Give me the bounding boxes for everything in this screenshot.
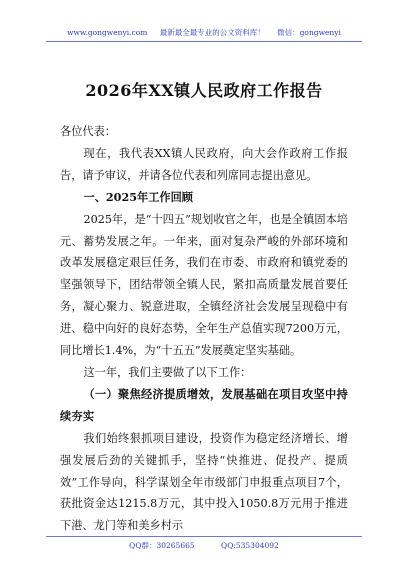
work-intro-paragraph: 这一年，我们主要做了以下工作： (83, 365, 252, 379)
header-wechat: 微信：gongwenyi (277, 28, 341, 37)
section-heading: 一、2025年工作回顾 (83, 189, 193, 204)
page-footer (0, 540, 408, 551)
intro-paragraph: 现在，我代表XX镇人民政府，向大会作政府工作报告，请予审议，并请各位代表和列席同志提出意见。 (60, 146, 348, 182)
footer-divider (46, 536, 362, 537)
footer-qq: QQ:535304092 (221, 541, 279, 550)
review-paragraph: 2025年，是“十四五”规划收官之年，也是全镇固本培元、蓄势发展之年。一年来，面对复杂严峻的外部环境和改革发展稳定艰巨任务，我们在市委、市政府和镇党委的坚强领导下，团结带领全镇人民，紧扣高质量发展首要任务，凝心聚力、锐意进取，全镇经济社会发展呈现稳中有进、稳中向好的良好态势，全年生产总值实现7200万元，同比增长1.4%，为“十五五”发展奠定坚实基础。 (60, 212, 348, 358)
project-paragraph: 我们始终狠抓项目建设，投资作为稳定经济增长、增强发展后劲的关键抓手，坚持“快推进、促投产、提质效”工作导向，科学谋划全年市级部门申报重点项目7个，获批资金达1215.8万元，其中投入1050.8万元用于推进下港、龙门等和美乡村示 (60, 431, 348, 533)
salutation: 各位代表： (60, 125, 116, 138)
header-divider (46, 41, 362, 42)
document-body (60, 121, 348, 537)
sub-heading: （一）聚焦经济提质增效，发展基础在项目攻坚中持续夯实 (60, 386, 348, 423)
footer-qq-group: QQ群：30265665 (129, 541, 195, 550)
header-slogan: 最新最全最专业的公文资料库！ (159, 28, 265, 37)
document-title: 2026年XX镇人民政府工作报告 (85, 81, 323, 100)
header-website-link[interactable]: www.gongwenyi.com (67, 28, 148, 37)
page-header (0, 27, 408, 38)
